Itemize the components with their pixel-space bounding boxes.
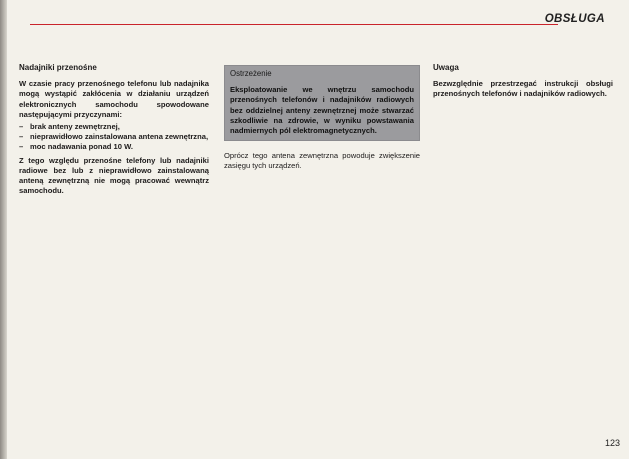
note-paragraph: Oprócz tego antena zewnętrzna powoduje zwiększenie zasięgu tych urządzeń. [224,151,420,171]
list-item: – nieprawidłowo zainstalowana antena zewnętrzna, [19,132,209,142]
notice-paragraph: Bezwzględnie przestrzegać instrukcji obsługi przenośnych telefonów i nadajników radiowych. [433,79,613,99]
list-item: – moc nadawania ponad 10 W. [19,142,209,152]
intro-paragraph: W czasie pracy przenośnego telefonu lub nadajnika mogą wystąpić zakłócenia w działaniu urządzeń elektronicznych samochodu spowodowane następującymi przyczynami: [19,79,209,119]
warning-text: Eksploatowanie we wnętrzu samochodu przenośnych telefonów i nadajników radiowych bez oddzielnej anteny zewnętrznej może stwarzać szkodliwie na zdrowie, w wyniku powstawania nadmiernych pól elektromagnetycznych. [230,85,414,136]
header-rule [30,24,558,25]
causes-list [19,122,209,153]
warning-title: Ostrzeżenie [230,69,272,78]
page-number: 123 [604,438,620,448]
left-heading: Nadajniki przenośne [19,63,97,72]
page-edge-shadow [0,0,7,459]
warning-box [224,65,420,141]
middle-column [224,65,420,174]
left-column [19,63,209,198]
right-column [433,63,613,102]
conclusion-paragraph: Z tego względu przenośne telefony lub nadajniki radiowe bez lub z nieprawidłowo zainstalowaną anteną zewnętrzną nie mogą pracować wewnątrz samochodu. [19,155,209,196]
section-title: OBSŁUGA [544,13,605,25]
list-item: – brak anteny zewnętrznej, [19,122,209,132]
right-heading: Uwaga [433,63,459,72]
